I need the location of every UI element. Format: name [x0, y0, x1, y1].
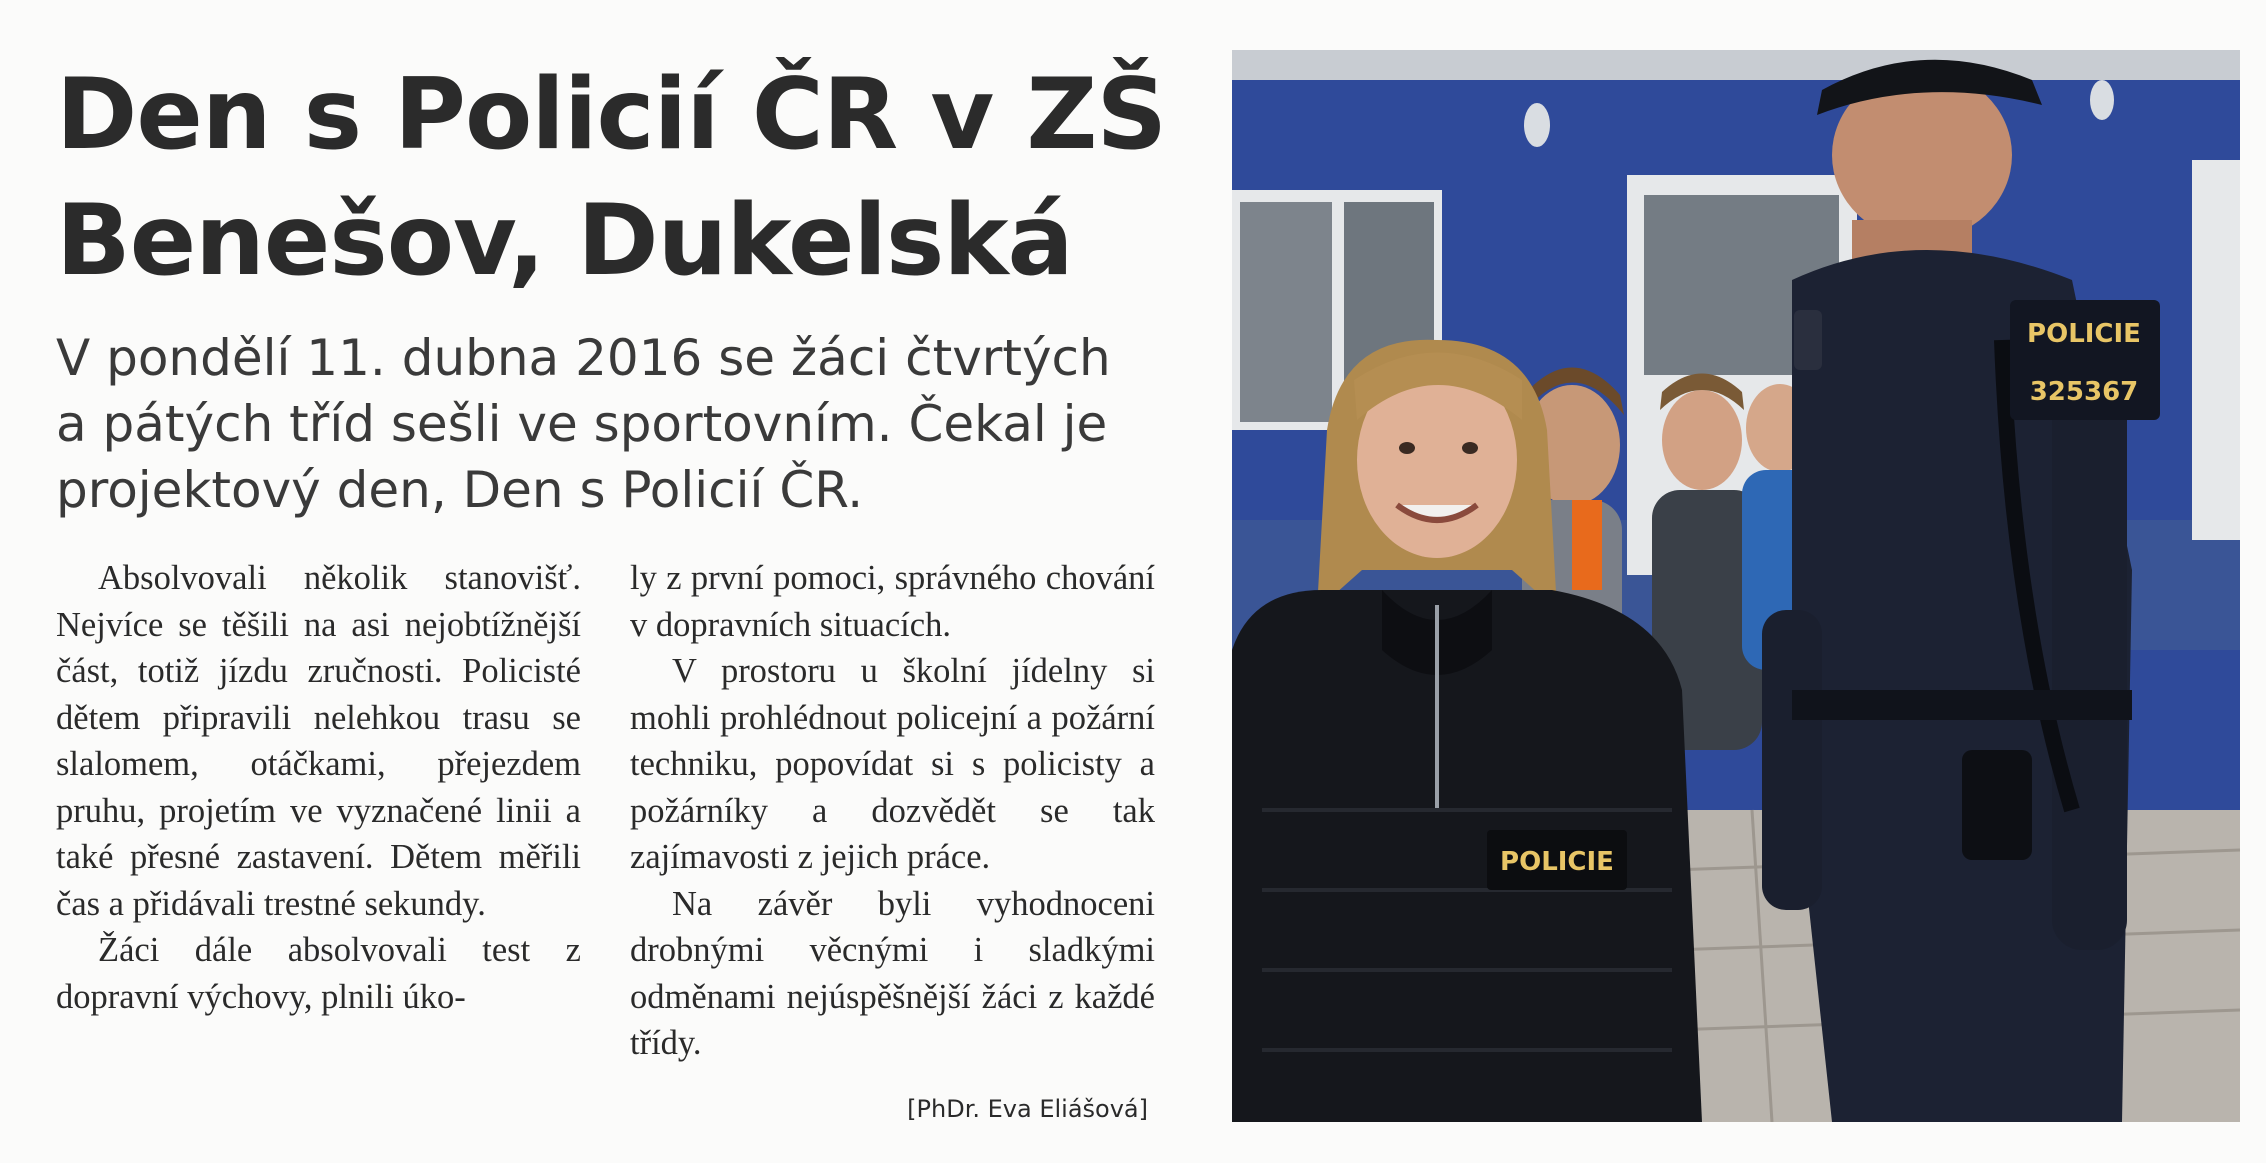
vest-label: POLICIE [1500, 847, 1614, 877]
paragraph: ly z první pomoci, správného chování v dopravních situacích. [630, 559, 1155, 644]
badge-number: 325367 [2029, 377, 2139, 407]
article-column-2 [630, 555, 1155, 1067]
paragraph: Žáci dále absolvovali test z dopravní výchovy, plnili úko- [56, 931, 581, 1016]
article-title: Den s Policií ČR v ZŠ Benešov, Dukelská [56, 58, 1167, 298]
author-byline: [PhDr. Eva Eliášová] [907, 1095, 1148, 1123]
article-column-1 [56, 555, 581, 1020]
article-photo [1232, 50, 2240, 1122]
article-lead: V pondělí 11. dubna 2016 se žáci čtvrtých a pátých tříd sešli ve sportovním. Čekal je projektový den, Den s Policií ČR. [56, 329, 1111, 519]
paragraph: V prostoru u školní jídelny si mohli prohlédnout policejní a požární techniku, popovídat si s policisty a požárníky a dozvědět se tak zajímavosti z jejich práce. [630, 652, 1155, 876]
badge-label: POLICIE [2027, 319, 2141, 349]
paragraph: Absolvovali několik stanovišť. Nejvíce se těšili na asi nejobtížnější část, totiž jízdu zručnosti. Policisté dětem připravili nelehkou trasu se slalomem, otáčkami, přejezdem pruhu, projetím ve vyznačené linii a také přesné zastavení. Dětem měřili čas a přidávali trestné sekundy. [56, 559, 581, 923]
photo-illustration [1232, 50, 2240, 1122]
paragraph: Na závěr byli vyhodnoceni drobnými věcnými i sladkými odměnami nejúspěšnější žáci z každé třídy. [630, 884, 1155, 1062]
